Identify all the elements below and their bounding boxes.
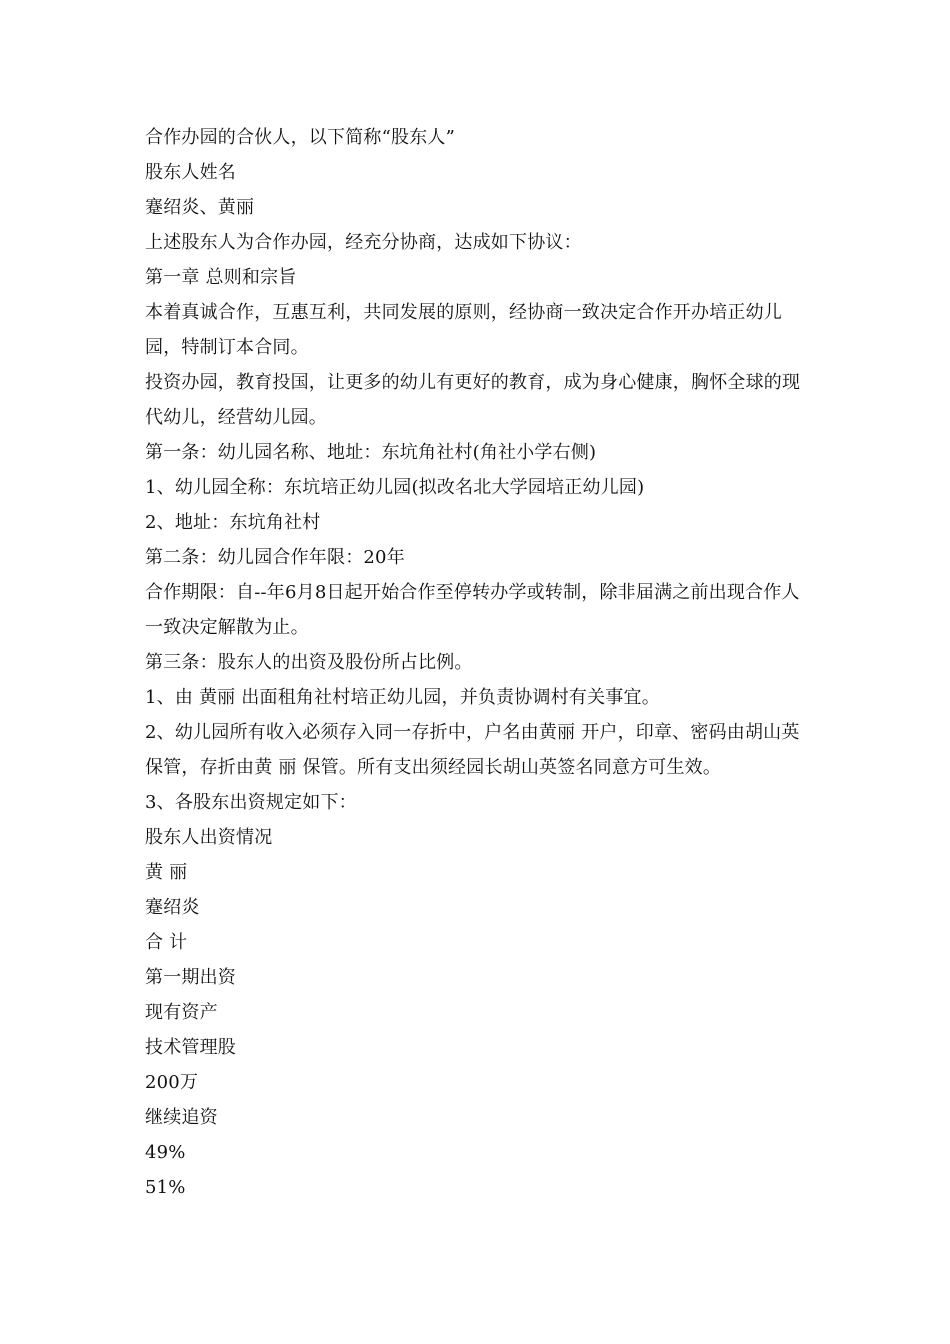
table-cell-percent-49: 49% (145, 1142, 186, 1163)
contribution-table-title: 股东人出资情况 (145, 827, 273, 848)
article-two-heading: 第二条：幼儿园合作年限：20年 (145, 547, 405, 568)
kindergarten-address: 2、地址：东坑角社村 (145, 512, 321, 533)
table-cell-additional-investment: 继续追资 (145, 1107, 218, 1128)
table-cell-total: 合 计 (145, 932, 188, 953)
shareholder-names: 蹇绍炎、黄丽 (145, 197, 255, 218)
cooperation-term-paragraph: 合作期限：自--年6月8日起开始合作至停转办学或转制，除非届满之前出现合作人一致决定解散为止。 (145, 582, 800, 638)
table-cell-huangli: 黄 丽 (145, 862, 188, 883)
table-cell-first-contribution: 第一期出资 (145, 967, 236, 988)
article-one-heading: 第一条：幼儿园名称、地址：东坑角社村(角社小学右侧) (145, 442, 597, 463)
table-cell-jianshaoyan: 蹇绍炎 (145, 897, 200, 918)
intro-partners-line: 合作办园的合伙人，以下简称“股东人” (145, 127, 456, 148)
kindergarten-full-name: 1、幼儿园全称：东坑培正幼儿园(拟改名北大学园培正幼儿园) (145, 477, 645, 498)
purpose-paragraph: 投资办园，教育投国，让更多的幼儿有更好的教育，成为身心健康，胸怀全球的现代幼儿，经营幼儿园。 (145, 372, 801, 428)
chapter-one-heading: 第一章 总则和宗旨 (145, 267, 297, 288)
clause-three: 3、各股东出资规定如下： (145, 792, 357, 813)
table-cell-existing-assets: 现有资产 (145, 1002, 218, 1023)
article-three-heading: 第三条：股东人的出资及股份所占比例。 (145, 652, 473, 673)
principle-paragraph: 本着真诚合作，互惠互利，共同发展的原则，经协商一致决定合作开办培正幼儿园，特制订本合同。 (145, 302, 782, 358)
document-body (145, 120, 815, 1205)
shareholder-name-label: 股东人姓名 (145, 162, 236, 183)
table-cell-amount: 200万 (145, 1072, 199, 1093)
table-cell-percent-51: 51% (145, 1177, 186, 1198)
clause-one: 1、由 黄丽 出面租角社村培正幼儿园，并负责协调村有关事宜。 (145, 687, 660, 708)
agreement-intro: 上述股东人为合作办园，经充分协商，达成如下协议： (145, 232, 582, 253)
clause-two: 2、幼儿园所有收入必须存入同一存折中，户名由黄丽 开户，印章、密码由胡山英保管，存折由黄 丽 保管。所有支出须经园长胡山英签名同意方可生效。 (145, 722, 800, 778)
table-cell-tech-management-shares: 技术管理股 (145, 1037, 236, 1058)
